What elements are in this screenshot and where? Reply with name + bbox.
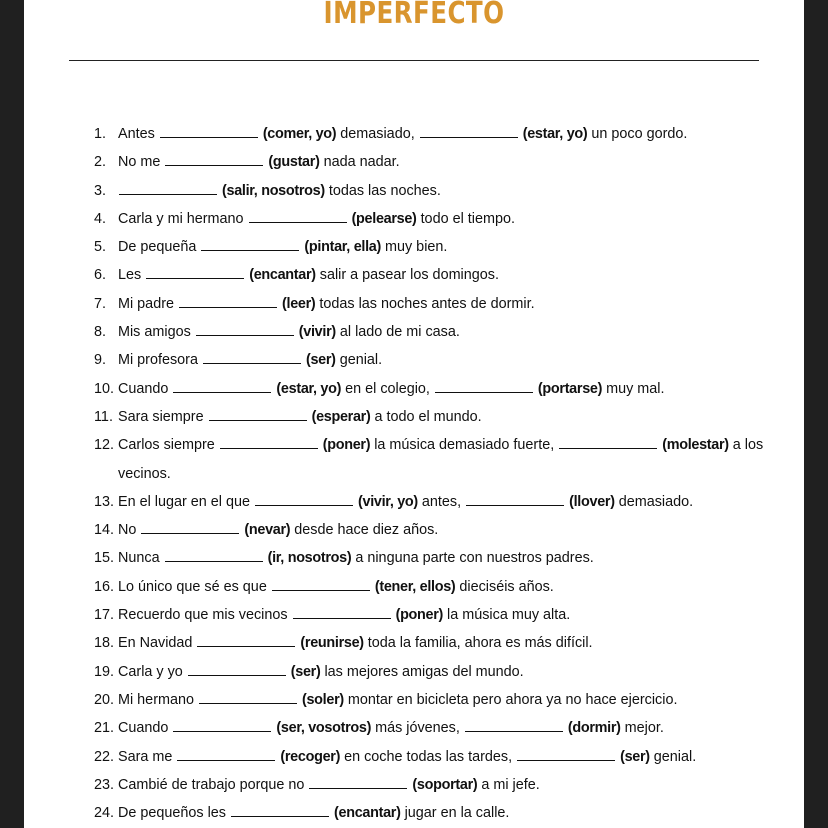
sentence-text: Carlos siempre [118,437,215,454]
sentence-text: Nunca [118,550,160,567]
exercise-item [94,375,784,403]
answer-blank[interactable] [177,746,275,761]
item-number: 24. [94,805,115,822]
exercise-item [94,714,784,742]
sentence-text: desde hace diez años. [294,522,439,539]
sentence-text: a todo el mundo. [374,408,482,425]
sentence-text: Sara siempre [118,408,204,425]
answer-blank[interactable] [179,293,277,308]
exercise-item [94,148,784,176]
item-number: 15. [94,550,115,567]
exercise-item [94,261,784,289]
answer-blank[interactable] [517,746,615,761]
sentence-text: No [118,522,137,539]
page-title: IMPERFECTO [323,0,505,31]
item-number: 22. [94,748,115,765]
sentence-text: a ninguna parte con nuestros padres. [355,550,594,567]
sentence-text: más jóvenes, [375,720,460,737]
exercise-item [94,431,784,488]
answer-blank[interactable] [199,689,297,704]
verb-hint: (poner) [395,607,444,624]
sentence-text: genial. [653,748,697,765]
item-number: 1. [94,126,107,142]
answer-blank[interactable] [466,491,564,506]
sentence-text: las mejores amigas del mundo. [324,663,524,680]
sentence-text: salir a pasear los domingos. [319,267,499,284]
verb-hint: (soportar) [412,776,478,793]
sentence-text: Sara me [118,748,173,765]
item-number: 6. [94,267,107,284]
sentence-text: antes, [421,493,462,510]
sentence-text: Mis amigos [118,324,191,341]
answer-blank[interactable] [559,434,657,449]
exercise-list [94,120,784,827]
exercise-item [94,233,784,261]
sentence-text: Antes [118,126,155,142]
exercise-item [94,544,784,572]
verb-hint: (llover) [569,493,615,510]
sentence-text: en coche todas las tardes, [344,748,513,765]
sentence-text: la música muy alta. [447,607,571,624]
verb-hint: (pintar, ella) [304,239,381,256]
sentence-text: Cuando [118,380,169,397]
sentence-text: No me [118,154,161,171]
exercise-item [94,658,784,686]
exercise-item [94,488,784,516]
item-number: 2. [94,154,107,171]
verb-hint: (molestar) [662,437,729,454]
item-number: 14. [94,522,115,539]
answer-blank[interactable] [146,264,244,279]
sentence-text: al lado de mi casa. [339,324,460,341]
exercise-item [94,177,784,205]
sentence-text: Recuerdo que mis vecinos [118,607,288,624]
item-number: 16. [94,578,115,595]
verb-hint: (estar, yo) [276,380,342,397]
sentence-text: Carla y yo [118,663,183,680]
sentence-text: genial. [339,352,383,369]
verb-hint: (portarse) [537,380,603,397]
sentence-text: a mi jefe. [481,776,540,793]
exercise-item [94,573,784,601]
answer-blank[interactable] [249,208,347,223]
answer-blank[interactable] [141,519,239,534]
sentence-text: nada nadar. [323,154,400,171]
answer-blank[interactable] [165,547,263,562]
answer-blank[interactable] [196,321,294,336]
answer-blank[interactable] [173,717,271,732]
answer-blank[interactable] [188,661,286,676]
verb-hint: (recoger) [280,748,341,765]
verb-hint: (ser, vosotros) [276,720,372,737]
answer-blank[interactable] [209,406,307,421]
verb-hint: (reunirse) [300,635,364,652]
sentence-text: jugar en la calle. [404,805,510,822]
item-number: 20. [94,691,115,708]
sentence-text: demasiado, [340,126,415,142]
sentence-text: Cambié de trabajo porque no [118,776,305,793]
verb-hint: (gustar) [268,154,320,171]
item-number: 13. [94,493,115,510]
verb-hint: (vivir, yo) [358,493,418,510]
exercise-item [94,799,784,827]
item-number: 5. [94,239,107,256]
answer-blank[interactable] [220,434,318,449]
verb-hint: (salir, nosotros) [222,182,325,199]
sentence-text: dieciséis años. [459,578,554,595]
verb-hint: (encantar) [334,805,401,822]
exercise-item [94,403,784,431]
item-number: 4. [94,210,107,227]
sentence-text: mejor. [624,720,664,737]
answer-blank[interactable] [119,180,217,195]
item-number: 18. [94,635,115,652]
sentence-text: la música demasiado fuerte, [374,437,555,454]
verb-hint: (ser) [290,663,321,680]
sentence-text: toda la familia, ahora es más difícil. [367,635,593,652]
sentence-text: De pequeña [118,239,197,256]
sentence-text: un poco gordo. [591,126,688,142]
verb-hint: (leer) [282,295,316,312]
sentence-text: Lo único que sé es que [118,578,267,595]
sentence-text: Carla y mi hermano [118,210,244,227]
verb-hint: (pelearse) [351,210,417,227]
exercise-item [94,346,784,374]
exercise-item [94,318,784,346]
answer-blank[interactable] [231,802,329,817]
answer-blank[interactable] [420,123,518,138]
exercise-item [94,290,784,318]
sentence-text: todo el tiempo. [420,210,515,227]
sentence-text: demasiado. [618,493,694,510]
sentence-text: En el lugar en el que [118,493,251,510]
verb-hint: (nevar) [244,522,291,539]
verb-hint: (poner) [322,437,371,454]
exercise-item [94,771,784,799]
verb-hint: (encantar) [249,267,316,284]
exercise-item [94,120,784,148]
item-number: 11. [94,408,113,425]
item-number: 17. [94,607,115,624]
item-number: 12. [94,437,115,454]
answer-blank[interactable] [160,123,258,138]
sentence-text: a los vecinos. [118,437,764,482]
verb-hint: (dormir) [567,720,621,737]
item-number: 10. [94,380,115,397]
exercise-item [94,686,784,714]
answer-blank[interactable] [201,236,299,251]
sentence-text: en el colegio, [345,380,430,397]
verb-hint: (estar, yo) [522,126,588,142]
answer-blank[interactable] [465,717,563,732]
answer-blank[interactable] [435,378,533,393]
verb-hint: (soler) [301,691,344,708]
verb-hint: (ir, nosotros) [267,550,352,567]
verb-hint: (tener, ellos) [374,578,456,595]
answer-blank[interactable] [203,349,301,364]
exercise-item [94,629,784,657]
exercise-item [94,601,784,629]
item-number: 19. [94,663,115,680]
item-number: 21. [94,720,115,737]
item-number: 8. [94,324,107,341]
answer-blank[interactable] [165,151,263,166]
sentence-text: Mi hermano [118,691,194,708]
exercise-item [94,743,784,771]
answer-blank[interactable] [309,774,407,789]
answer-blank[interactable] [272,576,370,591]
worksheet-page [24,0,804,828]
item-number: 3. [94,182,107,199]
title-divider [69,60,759,61]
sentence-text: todas las noches antes de dormir. [319,295,535,312]
sentence-text: De pequeños les [118,805,227,822]
answer-blank[interactable] [197,632,295,647]
sentence-text: muy mal. [606,380,665,397]
sentence-text: Cuando [118,720,169,737]
sentence-text: Mi padre [118,295,174,312]
item-number: 9. [94,352,107,369]
answer-blank[interactable] [293,604,391,619]
answer-blank[interactable] [255,491,353,506]
exercise-item [94,205,784,233]
item-number: 23. [94,776,115,793]
item-number: 7. [94,295,107,312]
verb-hint: (vivir) [298,324,336,341]
verb-hint: (comer, yo) [262,126,337,142]
sentence-text: Les [118,267,142,284]
sentence-text: En Navidad [118,635,193,652]
exercise-item [94,516,784,544]
answer-blank[interactable] [173,378,271,393]
verb-hint: (ser) [305,352,336,369]
verb-hint: (esperar) [311,408,371,425]
sentence-text: montar en bicicleta pero ahora ya no hace ejercicio. [347,691,678,708]
sentence-text: Mi profesora [118,352,198,369]
sentence-text: muy bien. [385,239,448,256]
verb-hint: (ser) [620,748,650,765]
sentence-text: todas las noches. [328,182,441,199]
